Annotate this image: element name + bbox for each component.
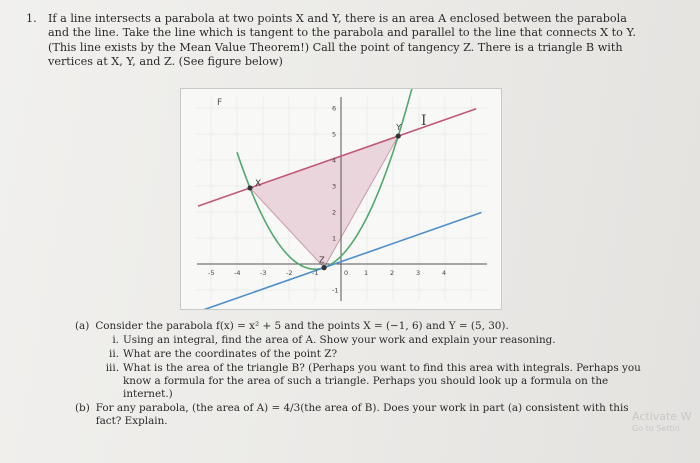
watermark-line-1: Activate W xyxy=(632,410,692,423)
x-tick-label: 3 xyxy=(416,269,421,277)
y-tick-label: 4 xyxy=(332,156,337,165)
figure-graph xyxy=(181,89,501,309)
y-tick-label: 3 xyxy=(332,182,337,191)
part-a-label: (a) xyxy=(75,320,90,332)
part-b-label: (b) xyxy=(75,402,90,414)
y-tick-label: 1 xyxy=(332,234,337,243)
x-tick-label: -3 xyxy=(260,269,267,277)
label-z: Z xyxy=(319,255,325,265)
part-a-iii-text: What is the area of the triangle B? (Perhaps you want to find this area with integrals. Perhaps you know a formula for the area of such a triangle. Perhaps you should look up a formula on the internet.) xyxy=(123,362,641,400)
part-b-text: For any parabola, (the area of A) = 4/3(the area of B). Does your work in part (a) consistent with this fact? Explain. xyxy=(95,402,629,427)
y-tick-label: 2 xyxy=(332,208,337,217)
point-y xyxy=(396,133,401,138)
x-tick-label: 4 xyxy=(442,269,447,277)
label-x: X xyxy=(255,178,262,189)
point-z xyxy=(322,265,327,270)
windows-activation-watermark xyxy=(632,411,691,435)
part-a-text: Consider the parabola f(x) = x² + 5 and the points X = (−1, 6) and Y = (5, 30). xyxy=(95,320,509,332)
point-x xyxy=(247,185,252,190)
y-tick-label: 5 xyxy=(332,130,337,139)
x-tick-label: -2 xyxy=(286,269,293,277)
x-tick-label: 2 xyxy=(390,269,395,277)
text-cursor-icon: I xyxy=(421,113,427,129)
problem-1 xyxy=(26,12,636,70)
y-tick-label: -1 xyxy=(332,286,339,295)
x-tick-label: 1 xyxy=(364,269,369,277)
part-b xyxy=(75,402,655,428)
x-tick-label: -4 xyxy=(234,269,241,277)
x-tick-label: 0 xyxy=(344,269,349,277)
part-a-i-label: i. xyxy=(112,334,119,346)
problem-number: 1. xyxy=(26,12,37,25)
x-tick-label: -5 xyxy=(208,269,215,277)
parabola-figure xyxy=(180,88,502,310)
label-f: F xyxy=(217,98,223,108)
watermark-line-2: Go to Settin xyxy=(632,424,680,433)
y-tick-label: 6 xyxy=(332,104,337,113)
part-a-iii xyxy=(75,362,655,401)
part-a-ii-label: ii. xyxy=(109,348,119,360)
problem-statement: If a line intersects a parabola at two points X and Y, there is an area A enclosed between the parabola and the line. Take the line which is tangent to the parabola and parallel to the line that connects X to Y. (This line exists by the Mean Value Theorem!) Call the point of tangency Z. There is a triangle B with vertices at X, Y, and Z. (See figure below) xyxy=(48,12,636,69)
part-a xyxy=(75,320,655,333)
x-tick-label: -1 xyxy=(312,269,319,277)
label-y: Y xyxy=(396,123,402,133)
part-a-i-text: Using an integral, find the area of A. Show your work and explain your reasoning. xyxy=(123,334,556,346)
part-a-i xyxy=(75,334,655,347)
question-parts xyxy=(75,320,655,429)
triangle-b xyxy=(250,136,398,268)
part-a-ii xyxy=(75,348,655,361)
part-a-ii-text: What are the coordinates of the point Z? xyxy=(123,348,338,360)
part-a-iii-label: iii. xyxy=(105,362,119,374)
